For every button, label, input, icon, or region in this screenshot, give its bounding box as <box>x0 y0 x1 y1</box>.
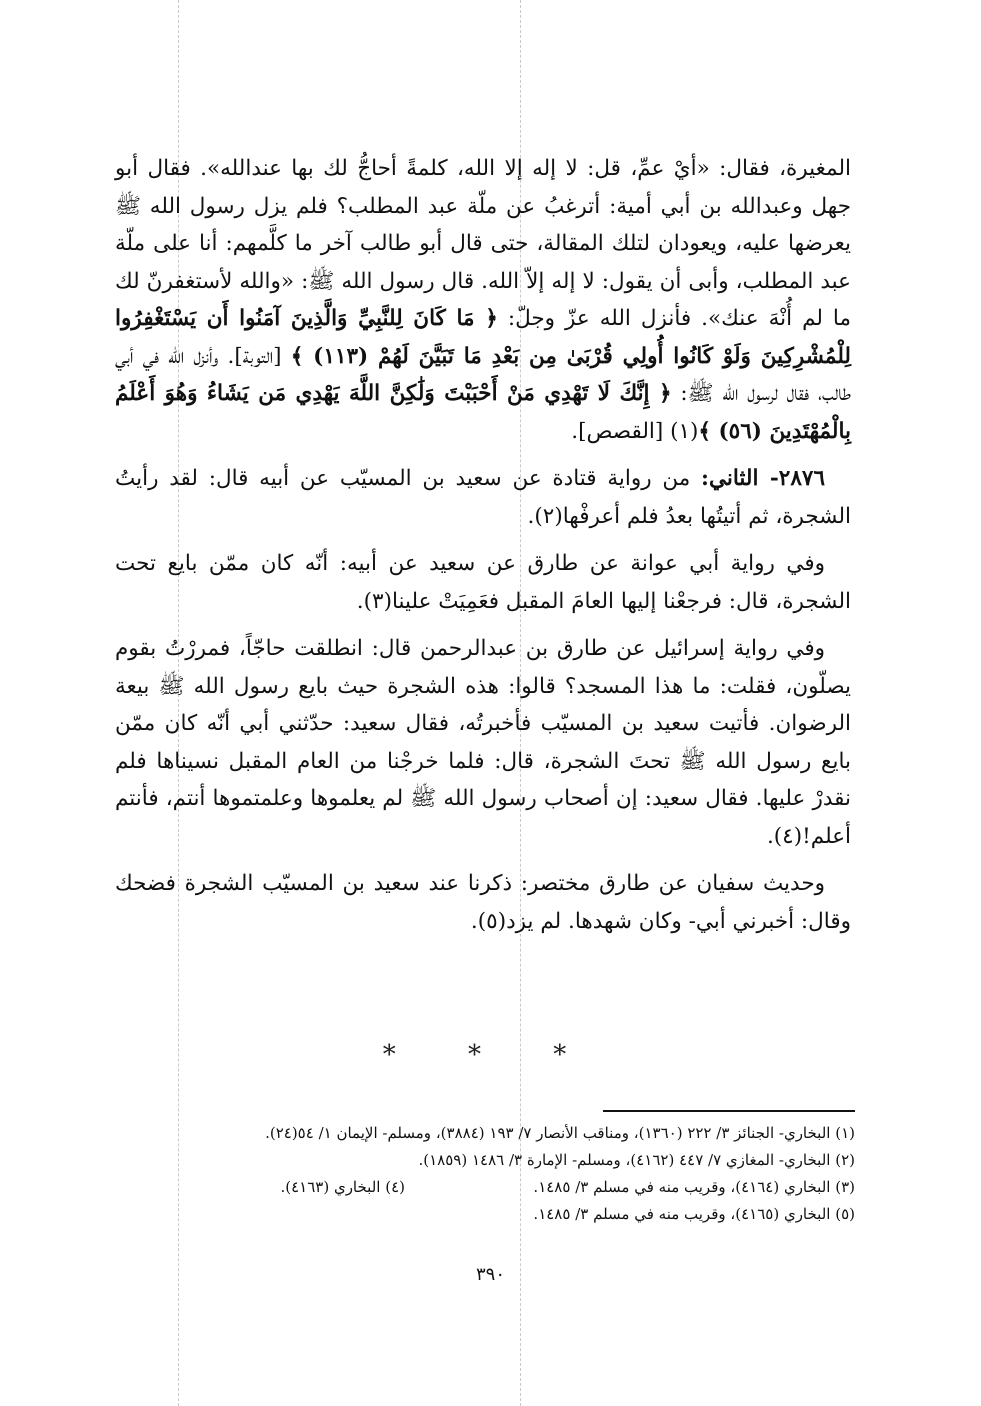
paragraph-1-text: المغيرة، فقال: «أيْ عمِّ، قل: لا إله إلا الله، كلمةً أحاجُّ لك بها عندالله». فقال أبو جهل وعبدالله بن أبي أمية: أترغبُ عن ملّة عبد المطلب؟ فلم يزل رسول الله ﷺ يعرضها عليه، ويعودان لتلك المقالة، حتى قال أبو طالب آخر ما كلَّمهم: أنا على ملّة عبد المطلب، وأبى أن يقول: لا إله إلاّ الله. قال رسول الله ﷺ: «والله لأستغفرنّ لك ما لم أُنْهَ عنك». فأنزل الله عزّ وجلّ: <box>115 156 851 331</box>
paragraph-5-text: وحديث سفيان عن طارق مختصر: ذكرنا عند سعيد بن المسيّب الشجرة فضحك وقال: أخبرني أبي- وكان شهدها. لم يزد(٥). <box>115 871 851 934</box>
hadith-number: ٢٨٧٦ <box>778 466 825 491</box>
footnote-2: (٢) البخاري- المغازي ٧/ ٤٤٧ (٤١٦٢)، ومسلم- الإمارة ٣/ ١٤٨٦ (١٨٥٩). <box>418 1151 855 1169</box>
footnote-5: (٥) البخاري (٤١٦٥)، وقريب منه في مسلم ٣/ ١٤٨٥. <box>533 1205 855 1223</box>
footnote-4: (٤) البخاري (٤١٦٣). <box>280 1178 405 1196</box>
footnote-row-3-4 <box>150 1174 855 1201</box>
footnote-1: (١) البخاري- الجنائز ٣/ ٢٢٢ (١٣٦٠)، ومناقب الأنصار ٧/ ١٩٣ (٣٨٨٤)، ومسلم- الإيمان ١/ ٥٤(٢٤). <box>265 1124 855 1142</box>
quran-verse-qasas: ﴿ إِنَّكَ لَا تَهْدِي مَنْ أَحْبَبْتَ وَلَٰكِنَّ اللَّهَ يَهْدِي مَن يَشَاءُ وَهُوَ أَعْلَمُ بِالْمُهْتَدِينَ (٥٦) ﴾ <box>115 381 851 444</box>
hadith-label: الثاني: <box>701 466 759 491</box>
paragraph-4-text: وفي رواية إسرائيل عن طارق بن عبدالرحمن قال: انطلقت حاجّاً، فمررْتُ بقوم يصلّون، فقلت: ما هذا المسجد؟ قالوا: هذه الشجرة حيث بايع رسول الله ﷺ بيعة الرضوان. فأتيت سعيد بن المسيّب فأخبرتُه، فقال سعيد: حدّثني أبي أنّه كان ممّن بايع رسول الله ﷺ تحتَ الشجرة، قال: فلما خرجْنا من العام المقبل نسيناها فلم نقدرْ عليها. فقال سعيد: إن أصحاب رسول الله ﷺ لم يعلموها وعلمتموها أنتم، فأنتم أعلم!(٤). <box>115 636 851 849</box>
paragraph-1-text-after: [التوبة]. وأنزل الله في أبي طالب، فقال لرسول الله ﷺ: <box>115 343 851 406</box>
page-number: ٣٩٠ <box>475 1264 505 1285</box>
paragraph-3-text: وفي رواية أبي عوانة عن طارق عن سعيد عن أبيه: أنّه كان ممّن بايع تحت الشجرة، قال: فرجعْنا إليها العامَ المقبل فعَمِيَتْ علينا(٣). <box>115 551 851 614</box>
footnotes <box>150 1120 855 1228</box>
paragraph-2: ٢٨٧٦- الثاني: من رواية قتادة عن سعيد بن المسيّب عن أبيه قال: لقد رأيتُ الشجرة، ثم أتيتُها بعدُ فلم أعرفْها(٢). <box>115 466 851 529</box>
section-separator: * * * <box>382 1040 599 1070</box>
quran-verse-tawbah: ﴿ مَا كَانَ لِلنَّبِيِّ وَالَّذِينَ آمَنُوا أَن يَسْتَغْفِرُوا لِلْمُشْرِكِينَ وَلَوْ كَانُوا أُولِي قُرْبَىٰ مِن بَعْدِ مَا تَبَيَّنَ لَهُمْ (١١٣) ﴾ <box>115 306 851 369</box>
paragraph-5 <box>115 865 851 940</box>
main-text-body <box>115 150 851 950</box>
footnote-3: (٣) البخاري (٤١٦٤)، وقريب منه في مسلم ٣/ ١٤٨٥. <box>533 1178 855 1196</box>
paragraph-1 <box>115 150 851 450</box>
paragraph-3 <box>115 545 851 620</box>
footnote-rule <box>603 1110 855 1112</box>
paragraph-4 <box>115 630 851 855</box>
paragraph-1-text-end: (١) [القصص]. <box>571 418 699 444</box>
paragraph-2-text: من رواية قتادة عن سعيد بن المسيّب عن أبيه قال: لقد رأيتُ الشجرة، ثم أتيتُها بعدُ فلم أعرفْها(٢). <box>115 466 851 529</box>
